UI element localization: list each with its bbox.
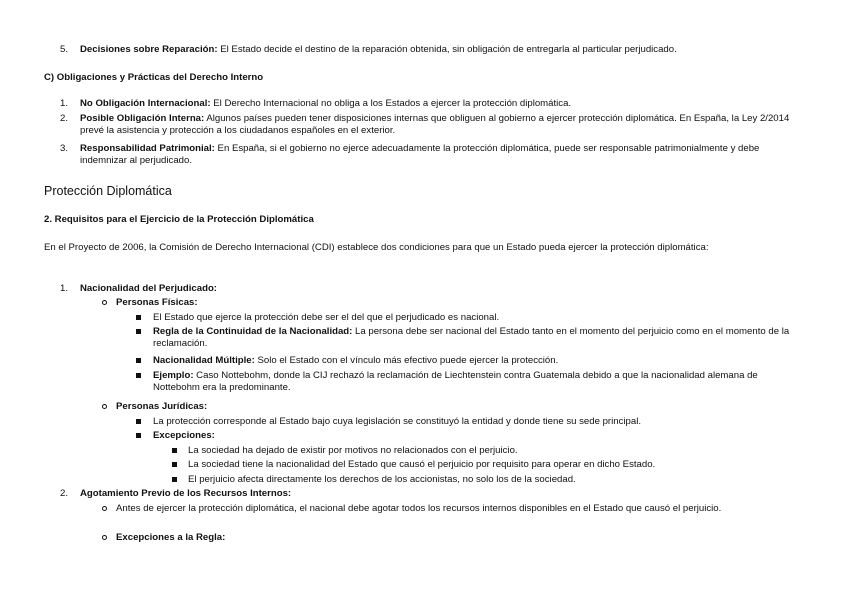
item-text: El Estado que ejerce la protección debe ser el del que el perjudicado es nacional. xyxy=(153,312,500,323)
item-text: Caso Nottebohm, donde la CIJ rechazó la reclamación de Liechtenstein contra Guatemala debido a que la nacionalidad alemana de Nottebohm era la predominante. xyxy=(153,370,758,393)
item-term: Regla de la Continuidad de la Nacionalidad: xyxy=(153,326,353,337)
item-text: El Derecho Internacional no obliga a los Estados a ejercer la protección diplomática. xyxy=(210,98,572,109)
square-bullet-icon xyxy=(172,448,177,453)
bullet-item: La protección corresponde al Estado bajo cuya legislación se constituyó la entidad y donde tiene su sede principal. xyxy=(153,416,641,427)
bullet-item: Antes de ejercer la protección diplomática, el nacional debe agotar todos los recursos internos disponibles en el Estado que causó el perjuicio. xyxy=(116,503,722,514)
circle-bullet-icon xyxy=(102,506,107,511)
list-number: 5. xyxy=(59,44,68,55)
section-heading: C) Obligaciones y Prácticas del Derecho Interno xyxy=(44,72,264,83)
sublist-label: Excepciones: xyxy=(153,430,215,441)
bullet-item xyxy=(153,326,803,350)
item-term: Nacionalidad Múltiple: xyxy=(153,355,255,366)
square-bullet-icon xyxy=(172,477,177,482)
circle-bullet-icon xyxy=(102,535,107,540)
list-number: 1. xyxy=(59,283,68,294)
sublist-label: Personas Jurídicas: xyxy=(116,401,208,412)
bullet-item xyxy=(153,370,793,394)
circle-bullet-icon xyxy=(102,300,107,305)
item-text: En España, si el gobierno no ejerce adecuadamente la protección diplomática, puede ser responsable patrimonialmente y debe indemnizar al perjudicado. xyxy=(80,143,760,166)
sublist-label: Excepciones a la Regla: xyxy=(116,532,226,543)
bullet-item: El perjuicio afecta directamente los derechos de los accionistas, no solo los de la sociedad. xyxy=(188,474,576,485)
square-bullet-icon xyxy=(136,373,141,378)
list-number: 2. xyxy=(59,488,68,499)
list-number: 2. xyxy=(59,113,68,124)
square-bullet-icon xyxy=(136,358,141,363)
list-number: 3. xyxy=(59,143,68,154)
list-number: 1. xyxy=(59,98,68,109)
list-item xyxy=(80,98,571,110)
square-bullet-icon xyxy=(136,419,141,424)
square-bullet-icon xyxy=(172,462,177,467)
item-term: No Obligación Internacional: xyxy=(80,98,211,109)
section-heading: 2. Requisitos para el Ejercicio de la Protección Diplomática xyxy=(44,214,314,225)
square-bullet-icon xyxy=(136,433,141,438)
bullet-item xyxy=(153,355,558,367)
bullet-item xyxy=(153,312,499,324)
item-term: Posible Obligación Interna: xyxy=(80,113,205,124)
item-text: Algunos países pueden tener disposiciones internas que obliguen al gobierno a ejercer protección diplomática. En España, la Ley 2/2014 prevé la asistencia y protección a los ciudadanos españoles en el exterior. xyxy=(80,113,790,136)
item-term: Responsabilidad Patrimonial: xyxy=(80,143,215,154)
bullet-item: La sociedad ha dejado de existir por motivos no relacionados con el perjuicio. xyxy=(188,445,518,456)
item-text: Solo el Estado con el vínculo más efectivo puede ejercer la protección. xyxy=(254,355,559,366)
list-item-label: Agotamiento Previo de los Recursos Internos: xyxy=(80,488,292,499)
list-item xyxy=(80,44,677,56)
item-term: Decisiones sobre Reparación: xyxy=(80,44,218,55)
item-term: Ejemplo: xyxy=(153,370,194,381)
bullet-item: La sociedad tiene la nacionalidad del Estado que causó el perjuicio por requisito para operar en dicho Estado. xyxy=(188,459,656,470)
intro-paragraph: En el Proyecto de 2006, la Comisión de Derecho Internacional (CDI) establece dos condiciones para que un Estado pueda ejercer la protección diplomática: xyxy=(44,242,709,253)
sublist-label: Personas Físicas: xyxy=(116,297,198,308)
list-item xyxy=(80,113,792,137)
page-title: Protección Diplomática xyxy=(44,184,172,198)
list-item xyxy=(80,143,760,167)
item-text: El Estado decide el destino de la reparación obtenida, sin obligación de entregarla al particular perjudicado. xyxy=(217,44,677,55)
square-bullet-icon xyxy=(136,329,141,334)
circle-bullet-icon xyxy=(102,404,107,409)
list-item-label: Nacionalidad del Perjudicado: xyxy=(80,283,218,294)
square-bullet-icon xyxy=(136,315,141,320)
item-text: La persona debe ser nacional del Estado tanto en el momento del perjuicio como en el momento de la reclamación. xyxy=(153,326,790,349)
